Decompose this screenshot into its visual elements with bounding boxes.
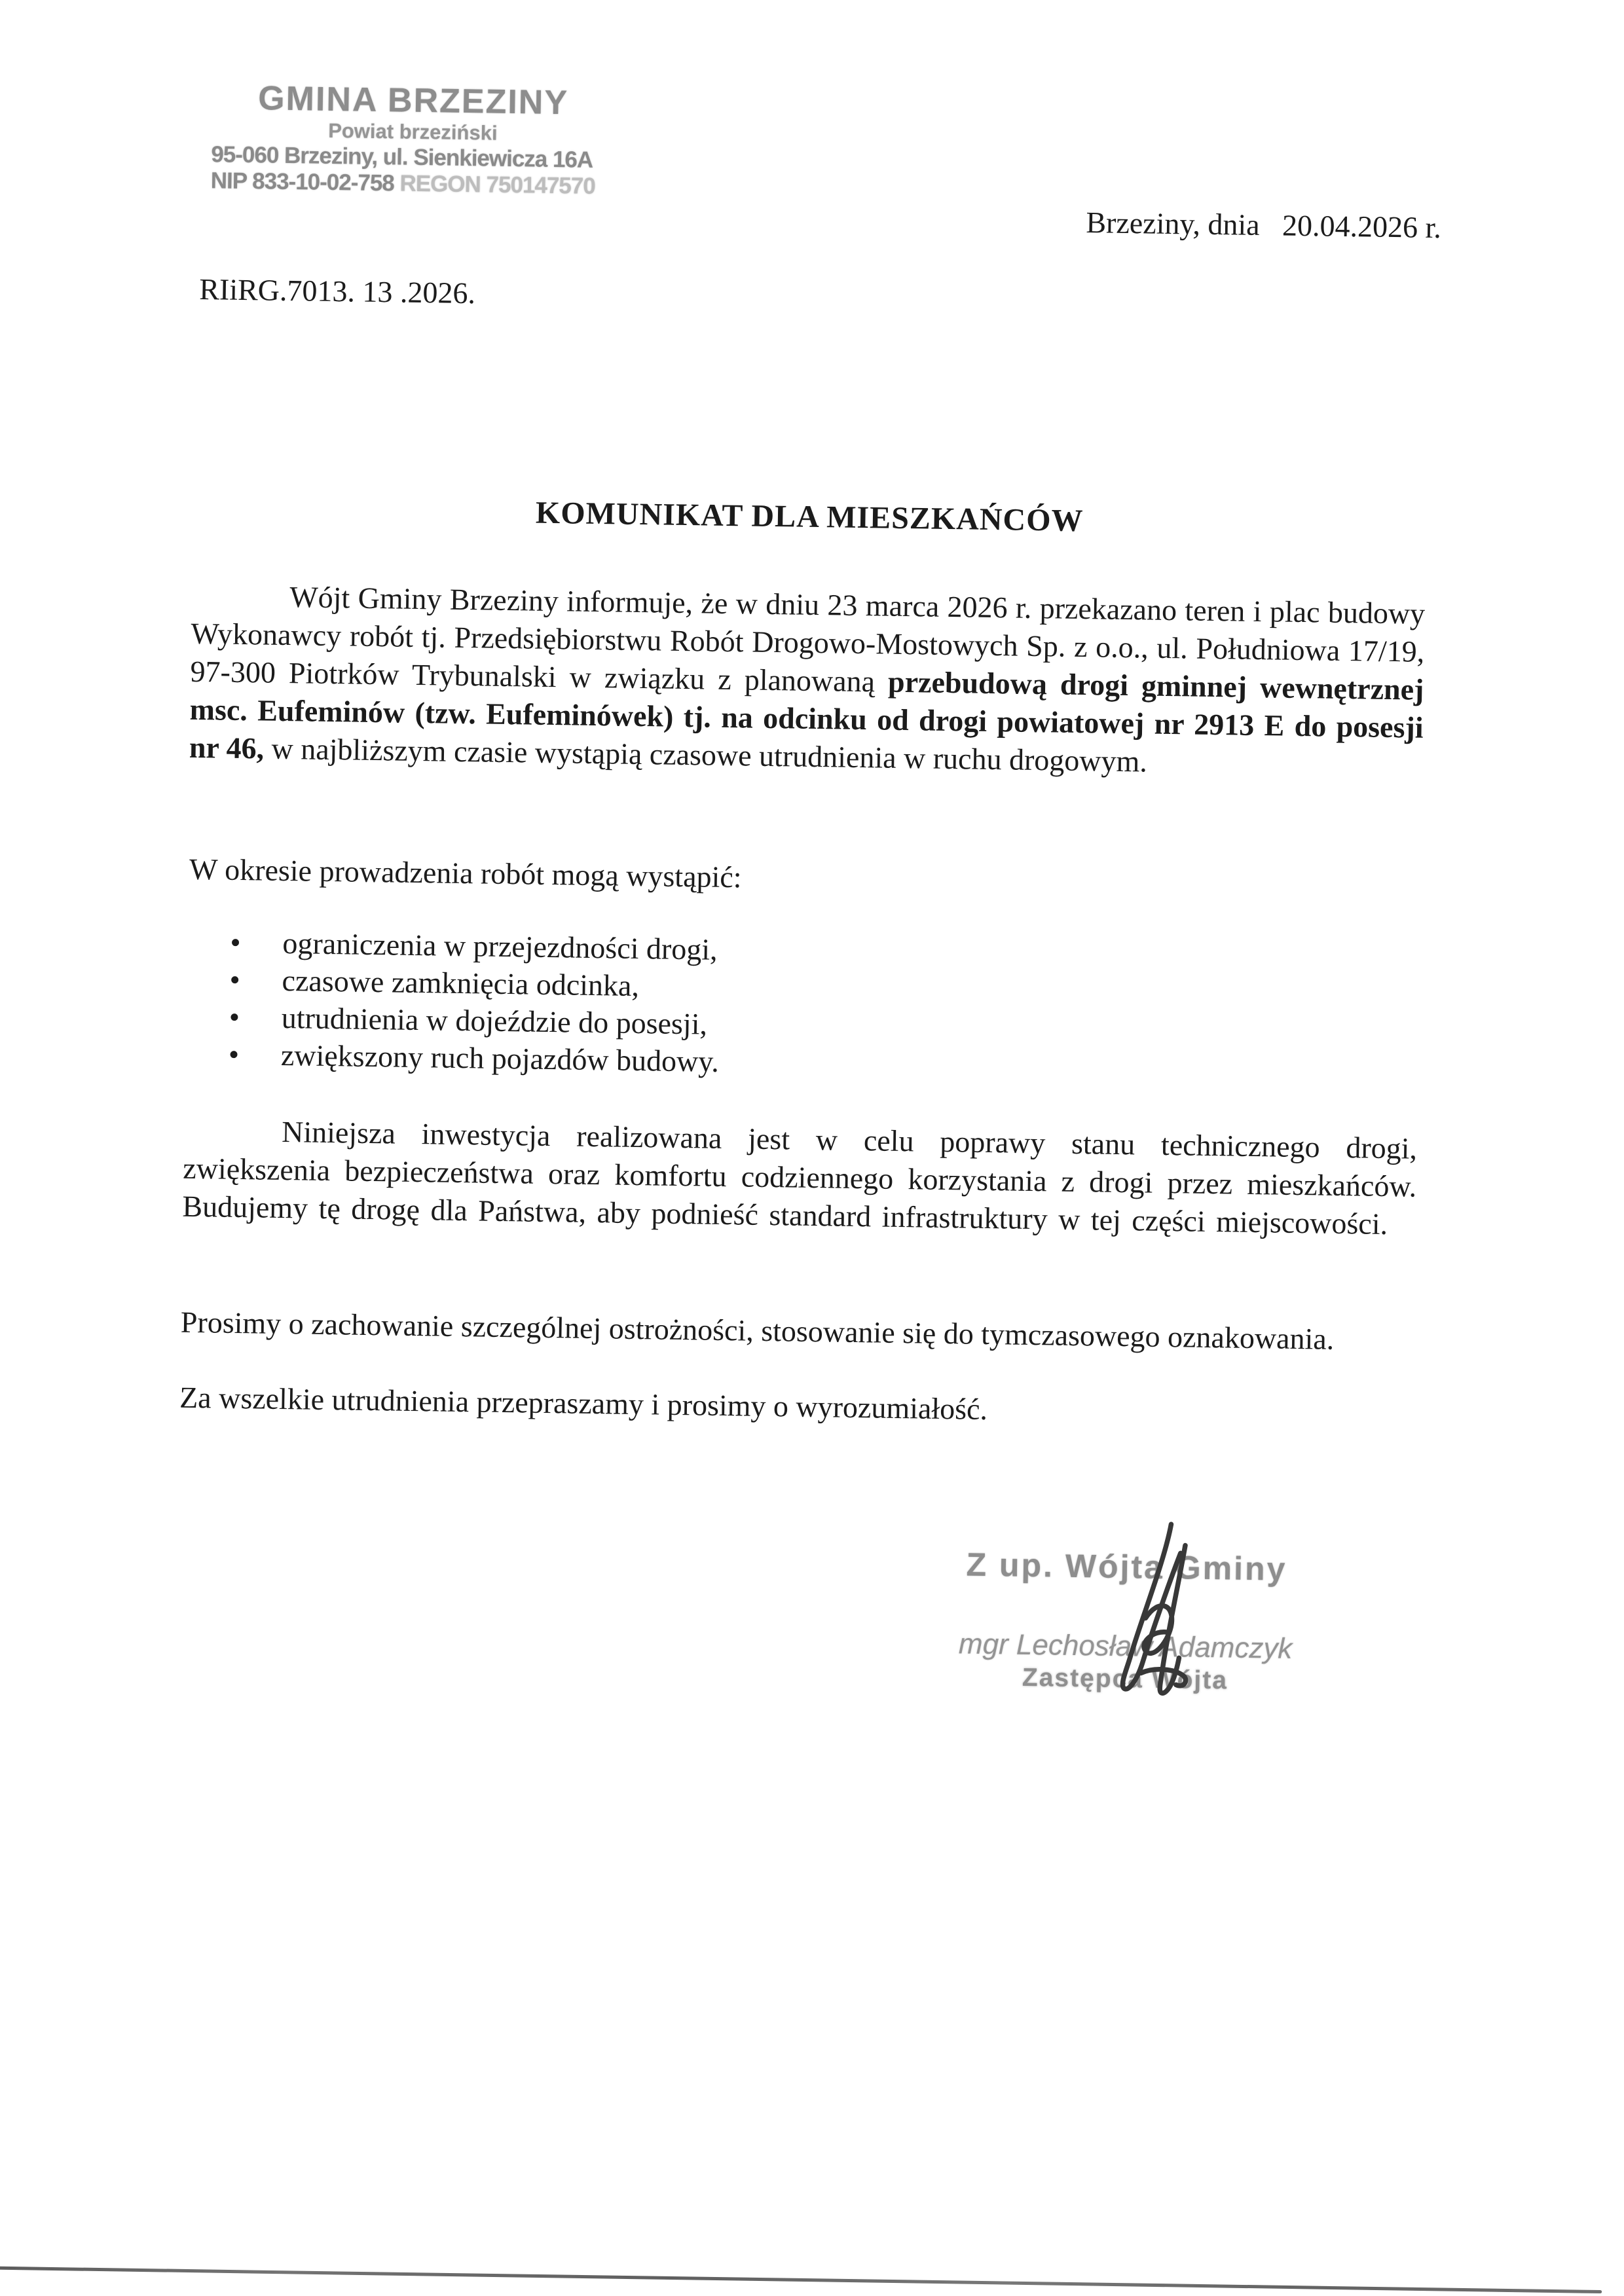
list-item: • zwiększony ruch pojazdów budowy. (185, 1035, 1364, 1090)
paragraph-handover (189, 577, 1425, 785)
signatory-role: Zastępca Wójta (1022, 1663, 1228, 1695)
municipality-name: GMINA BRZEZINY (257, 79, 569, 122)
paragraph-caution: Prosimy o zachowanie szczególnej ostrożności, stosowanie się do tymczasowego oznakowania. (180, 1305, 1335, 1356)
regon-number: REGON 750147570 (399, 170, 596, 199)
list-intro: W okresie prowadzenia robót mogą wystąpić: (189, 852, 742, 894)
reference-number: RIiRG.7013. 13 .2026. (198, 272, 476, 310)
list-item: • czasowe zamknięcia odcinka, (185, 960, 1365, 1015)
place-and-date: Brzeziny, dnia 20.04.2026 r. (1086, 206, 1442, 245)
district-name: Powiat brzeziński (327, 118, 498, 145)
paragraph-purpose: Niniejsza inwestycja realizowana jest w celu poprawy stanu technicznego drogi, zwiększenia bezpieczeństwa oraz komfortu codziennego korzystania z drogi przez mieszkańców. Budujemy tę drogę dla Państwa, aby podnieść standard infrastruktury w tej części miejscowości. (182, 1114, 1418, 1241)
paragraph-handover-bold: przebudową drogi gminnej wewnętrznej msc. Eufeminów (tzw. Eufeminówek) tj. na odcinku od drogi powiatowej nr 2913 E do posesji nr 46, (189, 665, 1424, 765)
signatory-name: mgr Lechosław Adamczyk (958, 1628, 1293, 1665)
signature-authority: Z up. Wójta Gminy (966, 1546, 1287, 1588)
handwritten-signature-icon (1105, 1518, 1206, 1703)
municipality-address: 95-060 Brzeziny, ul. Sienkiewicza 16A (211, 141, 593, 173)
paragraph-apology: Za wszelkie utrudnienia przepraszamy i prosimy o wyrozumiałość. (179, 1380, 988, 1427)
paragraph-handover-lead: Wójt Gminy Brzeziny informuje, że w dniu 23 marca 2026 r. przekazano teren i plac budowy Wykonawcy robót tj. Przedsiębiorstwu Robót Drogowo-Mostowych Sp. z o.o., ul. Południowa 17/19, 97-300 Piotrków Trybunalski w związku z planowaną (190, 580, 1426, 699)
paragraph-handover-tail: w najbliższym czasie wystąpią czasowe utrudnienia w ruchu drogowym. (263, 731, 1148, 778)
list-item: • ograniczenia w przejezdności drogi, (186, 923, 1365, 978)
letterhead-stamp (210, 79, 615, 200)
document-title: KOMUNIKAT DLA MIESZKAŃCÓW (535, 495, 1084, 539)
nip-number: NIP 833-10-02-758 (210, 168, 400, 196)
scan-artifact-line (0, 2267, 1602, 2294)
list-item: • utrudnienia w dojeździe do posesji, (185, 998, 1364, 1053)
disruptions-list (185, 923, 1365, 1090)
